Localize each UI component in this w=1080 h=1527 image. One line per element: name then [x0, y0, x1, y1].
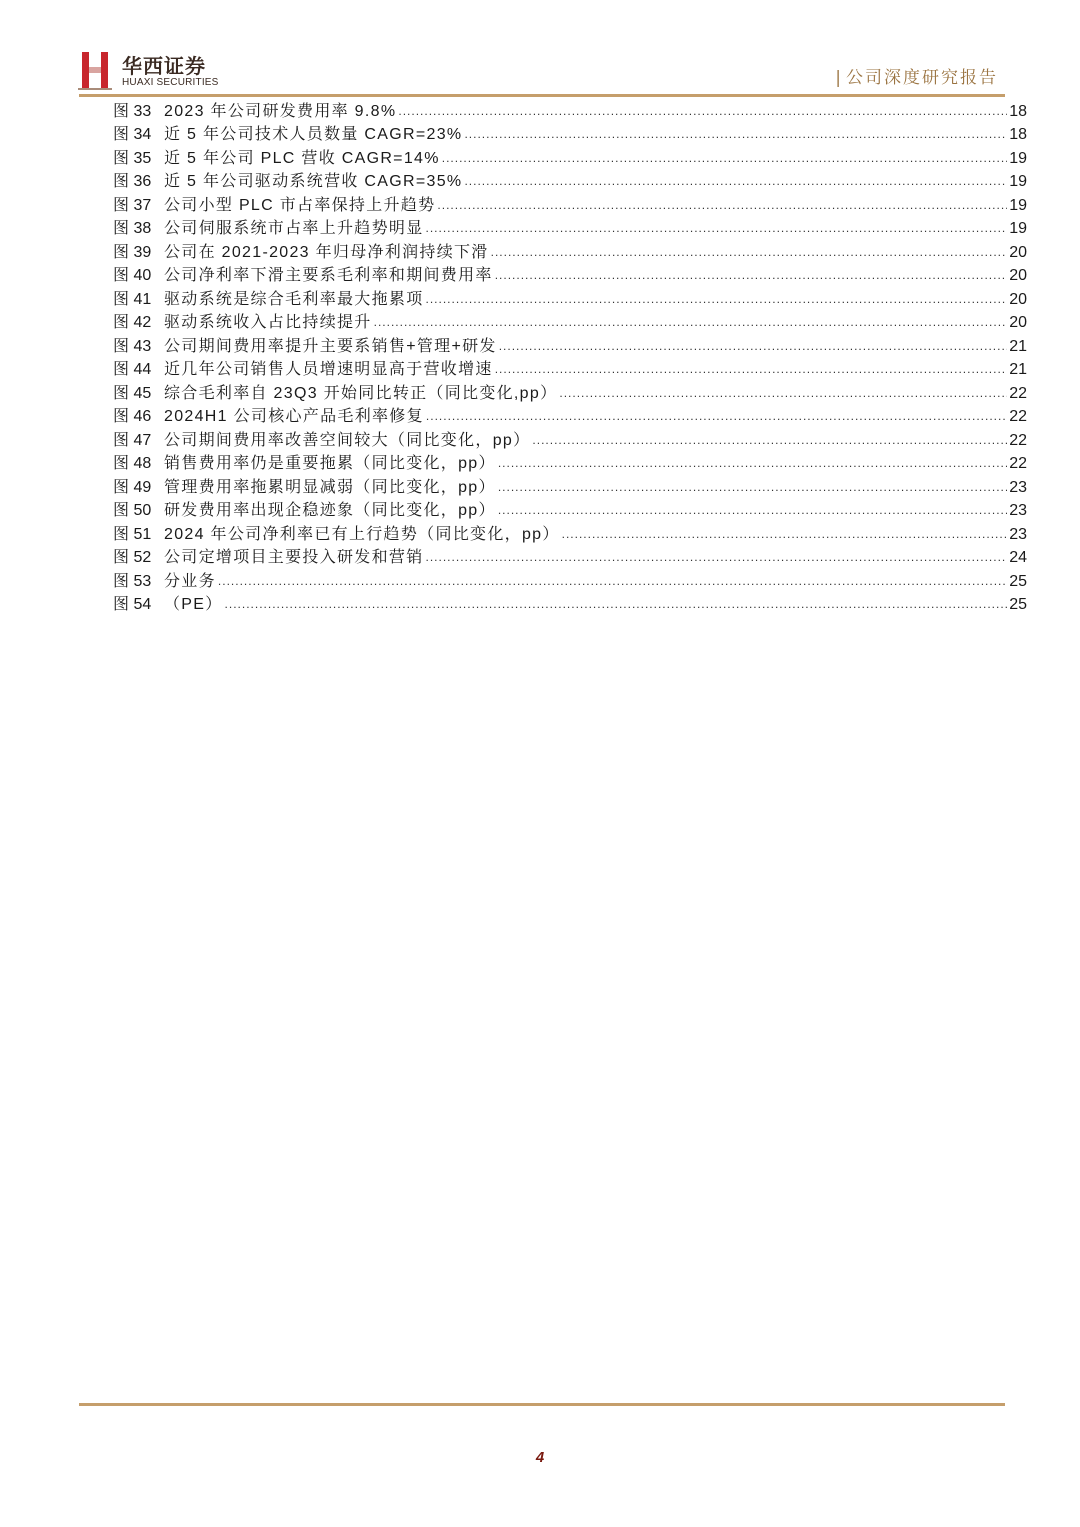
toc-figure-number: 图 53: [113, 572, 152, 590]
toc-entry[interactable]: [113, 545, 1027, 569]
toc-figure-title: 近 5 年公司 PLC 营收 CAGR=14%: [164, 149, 440, 167]
toc-dot-leader: [225, 594, 1008, 614]
toc-dot-leader: [498, 477, 1007, 497]
toc-figure-number: 图 37: [113, 196, 152, 214]
toc-dot-leader: [495, 359, 1008, 379]
toc-dot-leader: [562, 524, 1008, 544]
toc-page-number: 20: [1009, 243, 1027, 261]
toc-page-number: 18: [1009, 102, 1027, 120]
toc-page-number: 20: [1009, 314, 1027, 331]
toc-dot-leader: [437, 195, 1007, 215]
toc-figure-number: 图 48: [113, 455, 152, 472]
toc-entry[interactable]: [113, 568, 1027, 592]
toc-entry[interactable]: [113, 239, 1027, 263]
toc-dot-leader: [498, 453, 1007, 473]
toc-figure-title: 近 5 年公司技术人员数量 CAGR=23%: [164, 126, 463, 143]
toc-entry[interactable]: [113, 263, 1027, 287]
toc-figure-title: 公司定增项目主要投入研发和营销: [164, 549, 424, 566]
toc-figure-number: 图 42: [113, 314, 152, 331]
toc-dot-leader: [218, 571, 1007, 591]
toc-entry[interactable]: [113, 286, 1027, 310]
toc-dot-leader: [491, 242, 1008, 262]
toc-page-number: 22: [1009, 455, 1027, 472]
toc-figure-title: 2024H1 公司核心产品毛利率修复: [164, 408, 424, 425]
toc-figure-number: 图 47: [113, 431, 152, 449]
toc-entry[interactable]: [113, 474, 1027, 498]
toc-dot-leader: [426, 218, 1008, 238]
toc-figure-number: 图 51: [113, 525, 152, 543]
toc-entry[interactable]: [113, 333, 1027, 357]
toc-entry[interactable]: [113, 169, 1027, 193]
toc-figure-number: 图 39: [113, 243, 152, 261]
toc-figure-title: （PE）: [164, 596, 223, 613]
toc-page-number: 19: [1009, 173, 1027, 190]
toc-figure-number: 图 45: [113, 384, 152, 402]
toc-entry[interactable]: [113, 216, 1027, 240]
toc-entry[interactable]: [113, 310, 1027, 334]
toc-figure-number: 图 49: [113, 478, 152, 496]
toc-figure-title: 综合毛利率自 23Q3 开始同比转正（同比变化,pp）: [164, 384, 558, 402]
toc-figure-number: 图 44: [113, 361, 152, 378]
toc-page-number: 18: [1009, 126, 1027, 143]
toc-figure-title: 分业务: [164, 572, 216, 590]
toc-page-number: 24: [1009, 549, 1027, 566]
toc-dot-leader: [426, 547, 1008, 567]
toc-figure-title: 驱动系统收入占比持续提升: [164, 314, 372, 331]
toc-figure-title: 公司期间费用率改善空间较大（同比变化，pp）: [164, 431, 531, 449]
toc-page-number: 23: [1009, 478, 1027, 496]
toc-figure-title: 管理费用率拖累明显减弱（同比变化，pp）: [164, 478, 496, 496]
toc-dot-leader: [374, 312, 1008, 332]
toc-figure-number: 图 41: [113, 290, 152, 308]
toc-figure-title: 公司伺服系统市占率上升趋势明显: [164, 220, 424, 237]
huaxi-logo-mark-icon: [78, 50, 112, 90]
page-number: 4: [535, 1449, 545, 1466]
logo-chinese-name: 华西证券: [122, 54, 206, 78]
toc-figure-title: 公司期间费用率提升主要系销售+管理+研发: [164, 337, 497, 355]
toc-page-number: 25: [1009, 572, 1027, 590]
toc-page-number: 20: [1009, 290, 1027, 308]
toc-figure-number: 图 34: [113, 126, 152, 143]
toc-page-number: 19: [1009, 220, 1027, 237]
toc-page-number: 22: [1009, 431, 1027, 449]
toc-figure-title: 驱动系统是综合毛利率最大拖累项: [164, 290, 424, 308]
toc-figure-number: 图 43: [113, 337, 152, 355]
toc-page-number: 20: [1009, 267, 1027, 284]
toc-figure-number: 图 36: [113, 173, 152, 190]
toc-dot-leader: [495, 265, 1008, 285]
figure-list-of-contents: [113, 98, 1027, 615]
huaxi-logo: [78, 50, 228, 92]
toc-entry[interactable]: [113, 498, 1027, 522]
toc-figure-title: 销售费用率仍是重要拖累（同比变化，pp）: [164, 455, 496, 472]
toc-figure-title: 研发费用率出现企稳迹象（同比变化，pp）: [164, 502, 496, 519]
report-type-label: | 公司深度研究报告: [835, 63, 998, 88]
toc-page-number: 19: [1009, 149, 1027, 167]
toc-page-number: 21: [1009, 361, 1027, 378]
toc-figure-title: 公司小型 PLC 市占率保持上升趋势: [164, 196, 436, 214]
toc-figure-number: 图 40: [113, 267, 152, 284]
toc-entry[interactable]: [113, 192, 1027, 216]
toc-dot-leader: [426, 289, 1008, 309]
toc-entry[interactable]: [113, 404, 1027, 428]
toc-figure-number: 图 46: [113, 408, 152, 425]
toc-figure-title: 近几年公司销售人员增速明显高于营收增速: [164, 361, 493, 378]
toc-entry[interactable]: [113, 521, 1027, 545]
toc-dot-leader: [442, 148, 1007, 168]
toc-entry[interactable]: [113, 98, 1027, 122]
toc-entry[interactable]: [113, 145, 1027, 169]
toc-entry[interactable]: [113, 592, 1027, 616]
toc-dot-leader: [426, 406, 1007, 426]
toc-figure-number: 图 33: [113, 102, 152, 120]
toc-page-number: 23: [1009, 525, 1027, 543]
page-header: [0, 0, 1080, 100]
header-divider: [79, 94, 1005, 97]
toc-page-number: 19: [1009, 196, 1027, 214]
footer-divider: [79, 1403, 1005, 1406]
toc-figure-title: 2024 年公司净利率已有上行趋势（同比变化，pp）: [164, 525, 560, 543]
toc-entry[interactable]: [113, 357, 1027, 381]
toc-dot-leader: [464, 171, 1007, 191]
toc-figure-title: 公司净利率下滑主要系毛利率和期间费用率: [164, 267, 493, 284]
toc-dot-leader: [464, 124, 1007, 144]
toc-page-number: 21: [1009, 337, 1027, 355]
toc-dot-leader: [398, 101, 1007, 121]
toc-figure-title: 2023 年公司研发费用率 9.8%: [164, 102, 397, 120]
logo-english-name: HUAXI SECURITIES: [122, 77, 219, 88]
toc-figure-title: 近 5 年公司驱动系统营收 CAGR=35%: [164, 173, 463, 190]
toc-dot-leader: [498, 500, 1007, 520]
toc-page-number: 22: [1009, 384, 1027, 402]
toc-dot-leader: [559, 383, 1007, 403]
toc-figure-number: 图 50: [113, 502, 152, 519]
toc-page-number: 22: [1009, 408, 1027, 425]
toc-dot-leader: [499, 336, 1008, 356]
toc-entry[interactable]: [113, 122, 1027, 146]
toc-entry[interactable]: [113, 427, 1027, 451]
toc-page-number: 25: [1009, 596, 1027, 613]
toc-dot-leader: [532, 430, 1007, 450]
toc-figure-title: 公司在 2021-2023 年归母净利润持续下滑: [164, 243, 489, 261]
toc-figure-number: 图 38: [113, 220, 152, 237]
toc-figure-number: 图 35: [113, 149, 152, 167]
toc-figure-number: 图 52: [113, 549, 152, 566]
toc-figure-number: 图 54: [113, 596, 152, 613]
toc-page-number: 23: [1009, 502, 1027, 519]
toc-entry[interactable]: [113, 380, 1027, 404]
toc-entry[interactable]: [113, 451, 1027, 475]
